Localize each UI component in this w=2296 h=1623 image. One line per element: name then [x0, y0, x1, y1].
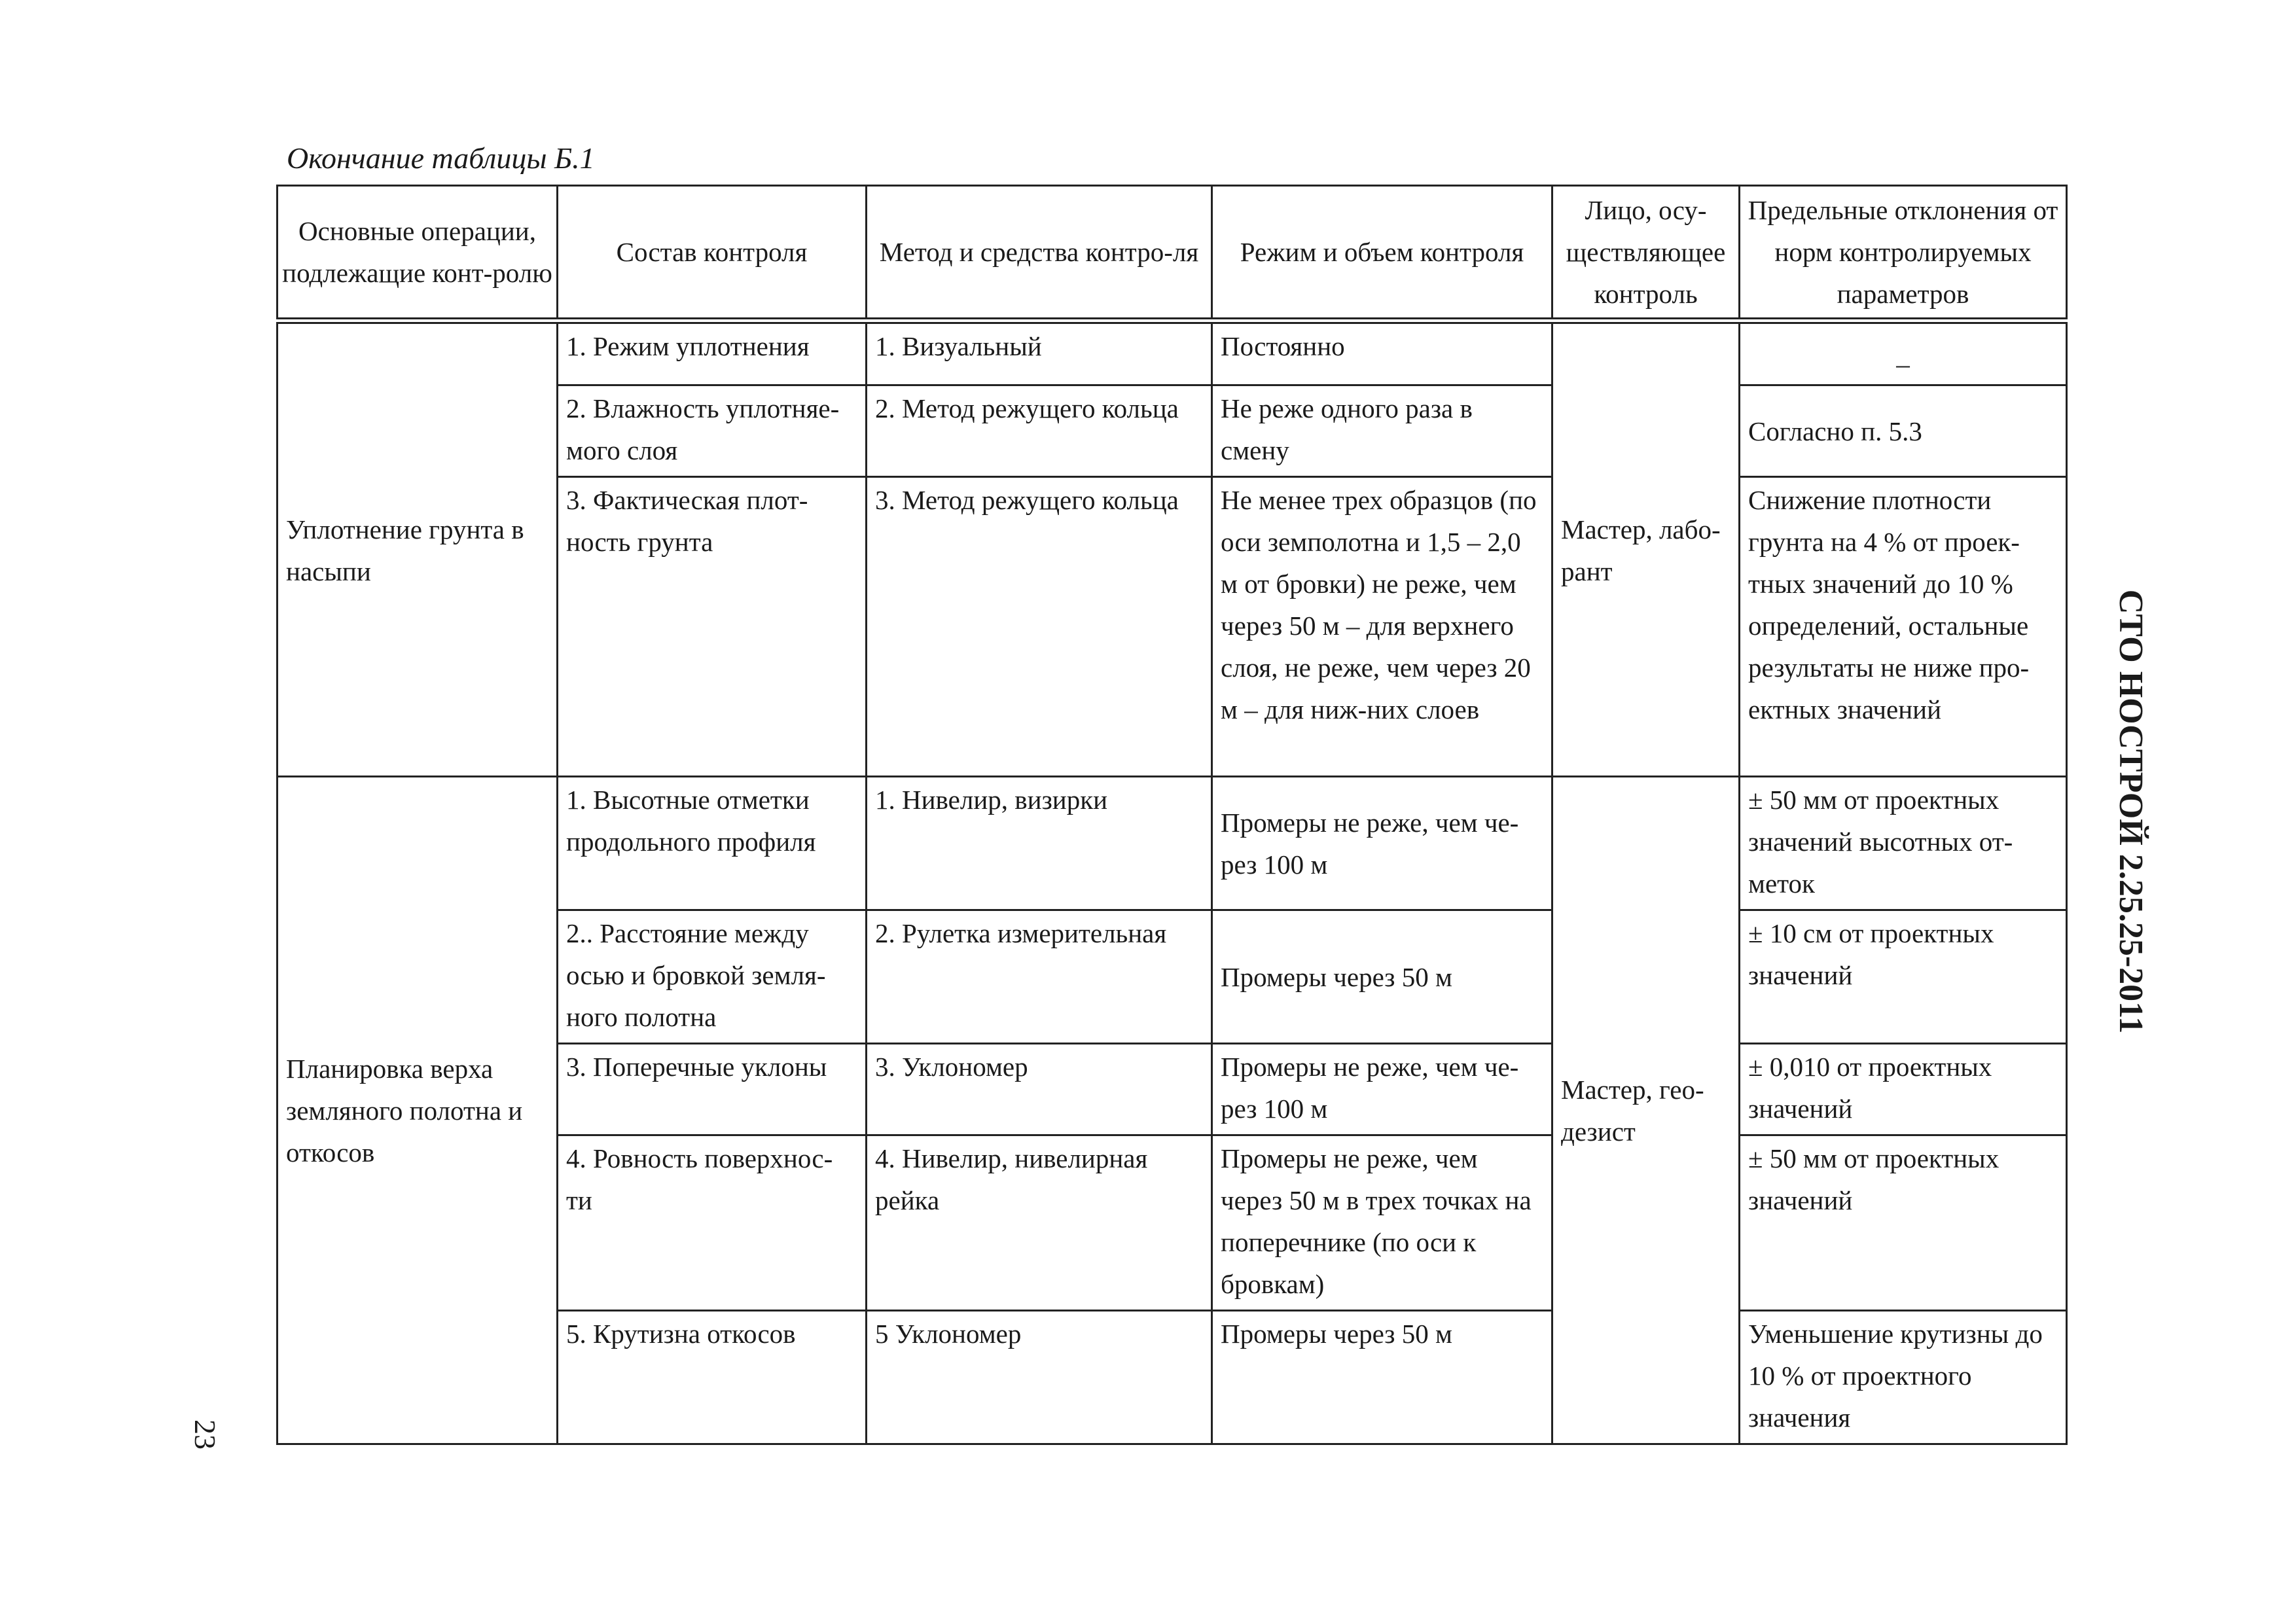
method-cell: 5 Уклономер [867, 1310, 1212, 1444]
deviation-cell: _ [1740, 321, 2067, 385]
regime-cell: Промеры через 50 м [1212, 910, 1552, 1043]
composition-cell: 1. Высотные отметки продольного профиля [558, 776, 867, 910]
header-method: Метод и средства контро-ля [867, 186, 1212, 321]
table-row [278, 776, 2067, 910]
regime-cell: Промеры не реже, чем че-рез 100 м [1212, 776, 1552, 910]
document-code: СТО НОСТРОЙ 2.25.25-2011 [2112, 589, 2149, 1034]
composition-cell: 1. Режим уплотнения [558, 321, 867, 385]
regime-cell: Не реже одного раза в смену [1212, 385, 1552, 476]
header-deviation: Предельные отклонения от норм контролируемых параметров [1740, 186, 2067, 321]
deviation-cell: ± 10 см от проектных значений [1740, 910, 2067, 1043]
method-cell: 1. Нивелир, визирки [867, 776, 1212, 910]
deviation-cell: Уменьшение крутизны до 10 % от проектного значения [1740, 1310, 2067, 1444]
method-cell: 2. Метод режущего кольца [867, 385, 1212, 476]
person-cell: Мастер, лабо-рант [1552, 321, 1740, 776]
composition-cell: 4. Ровность поверхнос-ти [558, 1135, 867, 1310]
header-operations: Основные операции, подлежащие конт-ролю [278, 186, 558, 321]
table-header-row [278, 186, 2067, 321]
control-table [276, 185, 2068, 1445]
header-composition: Состав контроля [558, 186, 867, 321]
regime-cell: Промеры через 50 м [1212, 1310, 1552, 1444]
composition-cell: 5. Крутизна откосов [558, 1310, 867, 1444]
operation-cell: Уплотнение грунта в насыпи [278, 321, 558, 776]
regime-cell: Не менее трех образцов (по оси земполотна и 1,5 – 2,0 м от бровки) не реже, чем через 50 м – для верхнего слоя, не реже, чем через 20 м – для ниж-них слоев [1212, 476, 1552, 776]
person-cell: Мастер, гео-дезист [1552, 776, 1740, 1444]
table-caption: Окончание таблицы Б.1 [287, 141, 595, 175]
composition-cell: 3. Фактическая плот-ность грунта [558, 476, 867, 776]
regime-cell: Постоянно [1212, 321, 1552, 385]
method-cell: 2. Рулетка измерительная [867, 910, 1212, 1043]
table-row [278, 321, 2067, 385]
deviation-cell: ± 50 мм от проектных значений высотных от-меток [1740, 776, 2067, 910]
deviation-cell: Согласно п. 5.3 [1740, 385, 2067, 476]
header-person: Лицо, осу-ществляющее контроль [1552, 186, 1740, 321]
page-number: 23 [188, 1419, 222, 1450]
composition-cell: 2. Влажность уплотняе-мого слоя [558, 385, 867, 476]
composition-cell: 3. Поперечные уклоны [558, 1043, 867, 1135]
deviation-cell: Снижение плотности грунта на 4 % от проек-тных значений до 10 % определений, остальные результаты не ниже про-ектных значений [1740, 476, 2067, 776]
method-cell: 1. Визуальный [867, 321, 1212, 385]
method-cell: 4. Нивелир, нивелирная рейка [867, 1135, 1212, 1310]
regime-cell: Промеры не реже, чем че-рез 100 м [1212, 1043, 1552, 1135]
deviation-cell: ± 0,010 от проектных значений [1740, 1043, 2067, 1135]
composition-cell: 2.. Расстояние между осью и бровкой земля-ного полотна [558, 910, 867, 1043]
method-cell: 3. Метод режущего кольца [867, 476, 1212, 776]
header-regime: Режим и объем контроля [1212, 186, 1552, 321]
deviation-cell: ± 50 мм от проектных значений [1740, 1135, 2067, 1310]
operation-cell: Планировка верха земляного полотна и откосов [278, 776, 558, 1444]
regime-cell: Промеры не реже, чем через 50 м в трех точках на поперечнике (по оси к бровкам) [1212, 1135, 1552, 1310]
method-cell: 3. Уклономер [867, 1043, 1212, 1135]
